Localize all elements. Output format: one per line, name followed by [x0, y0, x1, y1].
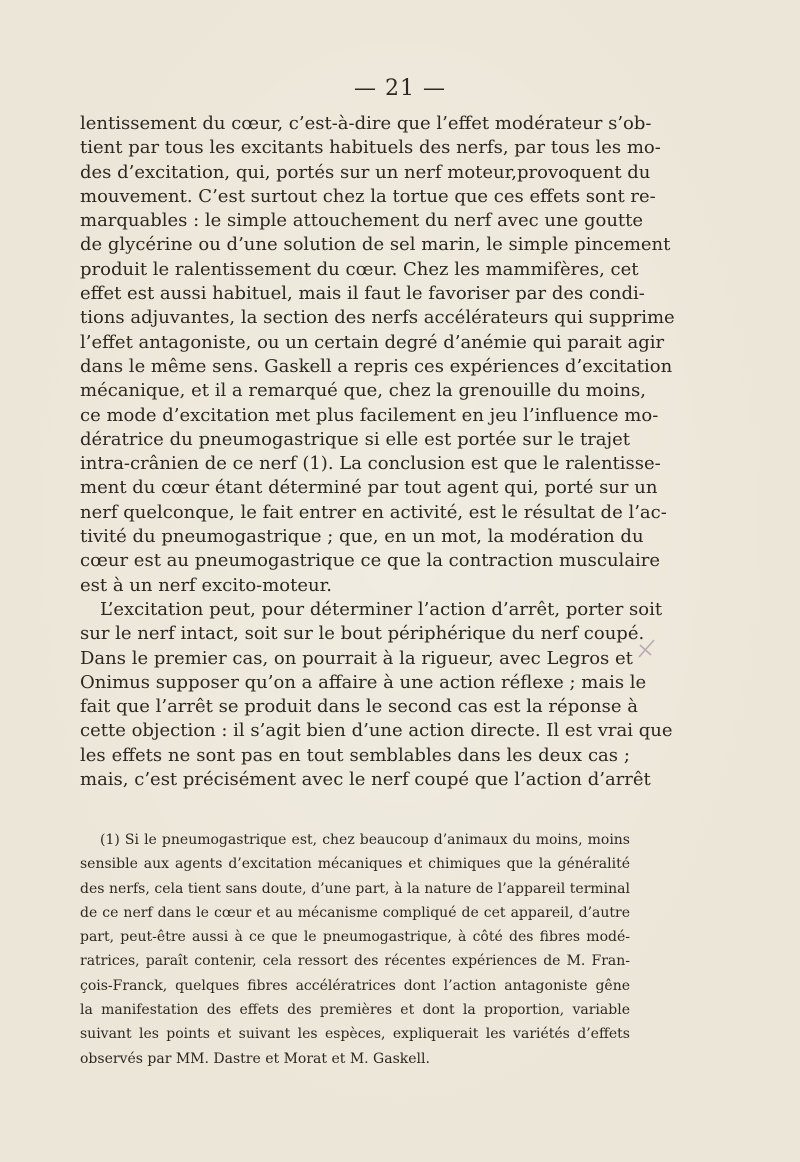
text-line: tivité du pneumogastrique ; que, en un mot, la modération du — [80, 526, 644, 548]
footnote-line: part, peut-être aussi à ce que le pneumogastrique, à côté des fibres modé- — [80, 929, 630, 946]
text-line: ment du cœur étant déterminé par tout agent qui, porté sur un — [80, 477, 658, 499]
text-line: mécanique, et il a remarqué que, chez la grenouille du moins, — [80, 380, 646, 402]
text-line: L’excitation peut, pour déterminer l’action d’arrêt, porter soit — [100, 598, 663, 620]
text-line: de glycérine ou d’une solution de sel marin, le simple pincement — [80, 234, 671, 256]
text-line: l’effet antagoniste, ou un certain degré d’anémie qui parait agir — [80, 331, 665, 353]
text-line: sur le nerf intact, soit sur le bout périphérique du nerf coupé. — [80, 623, 645, 645]
text-line: cœur est au pneumogastrique ce que la contraction musculaire — [80, 550, 661, 572]
text-line: mais, c’est précisément avec le nerf coupé que l’action d’arrêt — [80, 769, 651, 791]
text-line: produit le ralentissement du cœur. Chez les mammifères, cet — [80, 258, 639, 280]
text-line: des d’excitation, qui, portés sur un nerf moteur,provoquent du — [80, 161, 651, 183]
text-line: les effets ne sont pas en tout semblables dans les deux cas ; — [80, 744, 630, 766]
text-line: mouvement. C’est surtout chez la tortue que ces effets sont re- — [80, 185, 656, 207]
footnote-line: çois-Franck, quelques fibres accélératrices dont l’action antagoniste gêne — [80, 977, 630, 994]
footnote-line: la manifestation des effets des premières et dont la proportion, variable — [80, 1002, 630, 1019]
text-line: fait que l’arrêt se produit dans le second cas est la réponse à — [80, 696, 638, 718]
text-line: ce mode d’excitation met plus facilement en jeu l’influence mo- — [80, 404, 659, 426]
footnote-line: ratrices, paraît contenir, cela ressort des récentes expériences de M. Fran- — [80, 953, 630, 970]
footnote-block — [80, 828, 630, 1071]
text-line: tions adjuvantes, la section des nerfs accélérateurs qui supprime — [80, 307, 675, 329]
text-line: marquables : le simple attouchement du nerf avec une goutte — [80, 210, 644, 232]
footnote-line: des nerfs, cela tient sans doute, d’une part, à la nature de l’appareil terminal — [80, 880, 630, 897]
text-line: dératrice du pneumogastrique si elle est portée sur le trajet — [80, 428, 630, 450]
text-line: effet est aussi habituel, mais il faut le favoriser par des condi- — [80, 283, 645, 305]
footnote-line: observés par MM. Dastre et Morat et M. Gaskell. — [80, 1050, 430, 1067]
text-line: est à un nerf excito-moteur. — [80, 574, 332, 596]
footnote-line: suivant les points et suivant les espèces, expliquerait les variétés d’effets — [80, 1026, 630, 1043]
footnote-line: (1) Si le pneumogastrique est, chez beaucoup d’animaux du moins, moins — [100, 832, 630, 848]
text-line: cette objection : il s’agit bien d’une action directe. Il est vrai que — [80, 720, 673, 742]
pencil-mark-icon — [636, 636, 656, 660]
text-line: tient par tous les excitants habituels des nerfs, par tous les mo- — [80, 137, 661, 159]
main-text — [80, 112, 675, 792]
page-number: — 21 — — [354, 76, 446, 101]
text-line: Onimus supposer qu’on a affaire à une action réflexe ; mais le — [80, 671, 647, 693]
footnote-line: de ce nerf dans le cœur et au mécanisme compliqué de cet appareil, d’autre — [80, 904, 630, 921]
text-line: dans le même sens. Gaskell a repris ces expériences d’excitation — [80, 355, 673, 377]
footnote-line: sensible aux agents d’excitation mécaniques et chimiques que la généralité — [80, 856, 630, 873]
text-line: Dans le premier cas, on pourrait à la rigueur, avec Legros et — [80, 647, 633, 669]
text-line: intra-crânien de ce nerf (1). La conclusion est que le ralentisse- — [80, 453, 661, 475]
text-line: nerf quelconque, le fait entrer en activité, est le résultat de l’ac- — [80, 501, 667, 523]
text-line: lentissement du cœur, c’est-à-dire que l’effet modérateur s’ob- — [80, 113, 652, 134]
